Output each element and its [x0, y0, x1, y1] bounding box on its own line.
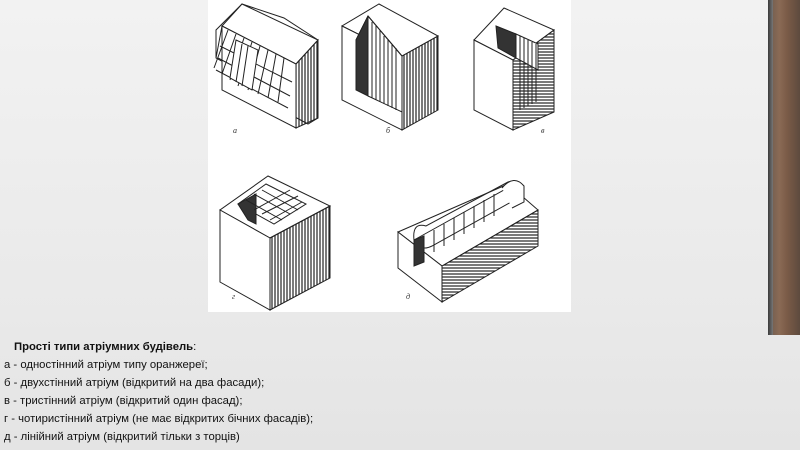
- figure-label-d: д: [406, 292, 411, 301]
- caption-item-b: б - двухстінний атріум (відкритий на два фасади);: [4, 377, 265, 389]
- drawing-a-one-wall-atrium: [214, 4, 318, 128]
- drawing-v-three-wall-atrium: [474, 8, 554, 130]
- figure-label-b: б: [386, 126, 391, 135]
- caption-item-g: г - чотиристінний атріум (не має відкритих бічних фасадів);: [4, 413, 314, 425]
- figure-label-a: а: [233, 126, 237, 135]
- caption-item-a: а - одностінний атріум типу оранжереї;: [4, 359, 208, 371]
- figure-label-g: г: [232, 292, 236, 301]
- caption-item-v: в - тристінний атріум (відкритий один фасад);: [4, 395, 243, 407]
- atrium-types-figure: [208, 0, 571, 312]
- atrium-drawings: [208, 0, 571, 312]
- caption-item-d: д - лінійний атріум (відкритий тільки з торців): [4, 431, 240, 443]
- drawing-d-linear-atrium: [398, 180, 538, 302]
- drawing-b-two-wall-atrium: [342, 4, 438, 130]
- figure-label-v: в: [541, 126, 545, 135]
- drawing-g-four-wall-atrium: [220, 176, 330, 310]
- background-photo-edge: [768, 0, 800, 335]
- caption-title-line: [4, 338, 764, 356]
- caption-title-suffix: :: [193, 341, 197, 353]
- figure-caption: [4, 338, 764, 446]
- caption-title: Прості типи атріумних будівель: [14, 341, 194, 353]
